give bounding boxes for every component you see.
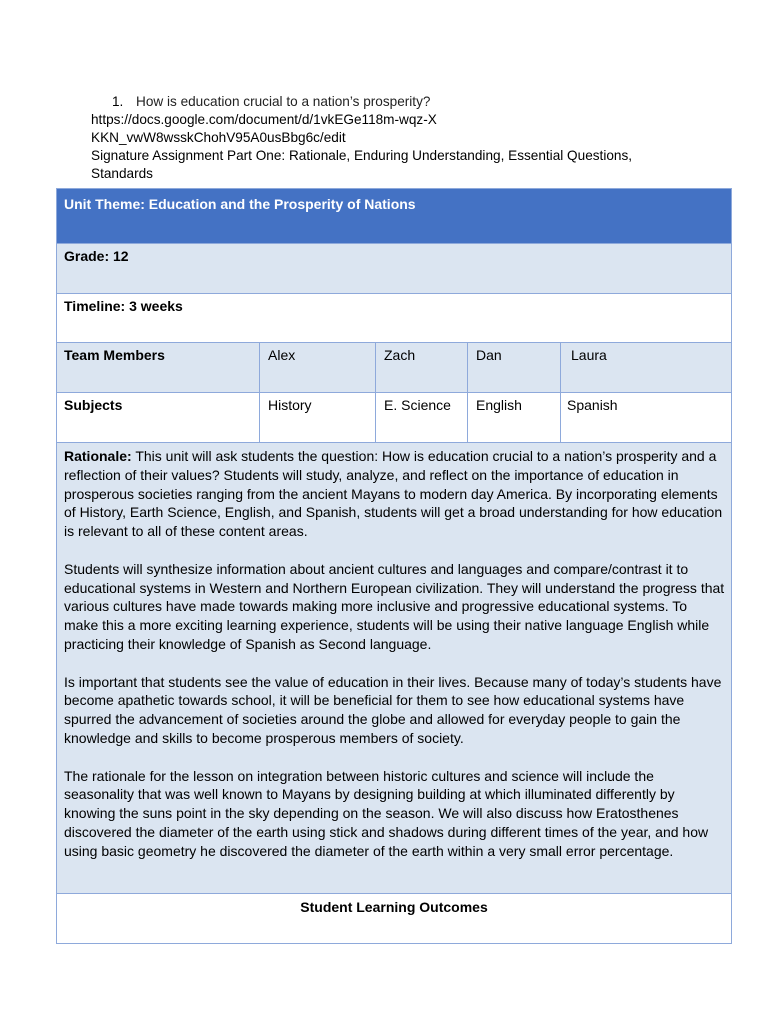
subject: Spanish: [561, 393, 732, 443]
rationale-paragraph-4: The rationale for the lesson on integration between historic cultures and science will include the seasonality that was well known to Mayans by designing building at which illuminated differently by knowing the suns point in the sky depending on the season. We will also discuss how Eratosthenes discovered the diameter of the earth using stick and shadows during different times of the year, and how using basic geometry he discovered the diameter of the earth within a very small error percentage.: [64, 767, 709, 859]
subject: English: [468, 393, 561, 443]
assignment-title: Signature Assignment Part One: Rationale, Enduring Understanding, Essential Questions, Standards: [91, 148, 633, 181]
team-member: Alex: [260, 343, 376, 393]
intro-block: [91, 93, 691, 183]
question-text: How is education crucial to a nation’s prosperity?: [136, 94, 431, 109]
unit-plan-table: [56, 188, 732, 944]
unit-theme: Unit Theme: Education and the Prosperity of Nations: [57, 189, 732, 244]
question-line: [91, 93, 691, 111]
rationale-paragraph-1: [64, 447, 725, 541]
rationale-paragraph-2: Students will synthesize information about ancient cultures and languages and compare/contrast it to educational systems in Western and Northern European civilization. They will understand the progress that various cultures have made towards making more inclusive and progressive educational systems. To make this a more exciting learning experience, students will be using their native language English while practicing their knowledge of Spanish as Second language.: [64, 560, 725, 652]
team-member: Dan: [468, 343, 561, 393]
grade-cell: Grade: 12: [57, 244, 732, 294]
subjects-row: [57, 393, 732, 443]
team-member: Laura: [561, 343, 732, 393]
learning-outcomes-heading: Student Learning Outcomes: [57, 894, 732, 944]
document-link[interactable]: https://docs.google.com/document/d/1vkEGe118m-wqz-XKKN_vwW8wsskChohV95A0usBbg6c/edit: [91, 112, 437, 145]
question-number: 1.: [112, 94, 124, 109]
timeline-cell: Timeline: 3 weeks: [57, 294, 732, 343]
rationale-text-1: This unit will ask students the question: How is education crucial to a nation’s prosperity and a reflection of their values? Students will study, analyze, and reflect on the importance of education in prosperous societies ranging from the ancient Mayans to modern day America. By incorporating elements of History, Earth Science, English, and Spanish, students will get a broad understanding for how education is relevant to all of these content areas.: [64, 448, 723, 540]
subject: History: [260, 393, 376, 443]
subjects-label: Subjects: [57, 393, 260, 443]
rationale-label: Rationale:: [64, 448, 132, 464]
subject: E. Science: [376, 393, 468, 443]
team-row: [57, 343, 732, 393]
team-label: Team Members: [57, 343, 260, 393]
rationale-cell: [57, 443, 732, 894]
rationale-paragraph-3: Is important that students see the value of education in their lives. Because many of today’s students have become apathetic towards school, it will be beneficial for them to see how educational systems have spurred the advancement of societies around the globe and allowed for everyday people to gain the knowledge and skills to become prosperous members of society.: [64, 673, 722, 746]
team-member: Zach: [376, 343, 468, 393]
